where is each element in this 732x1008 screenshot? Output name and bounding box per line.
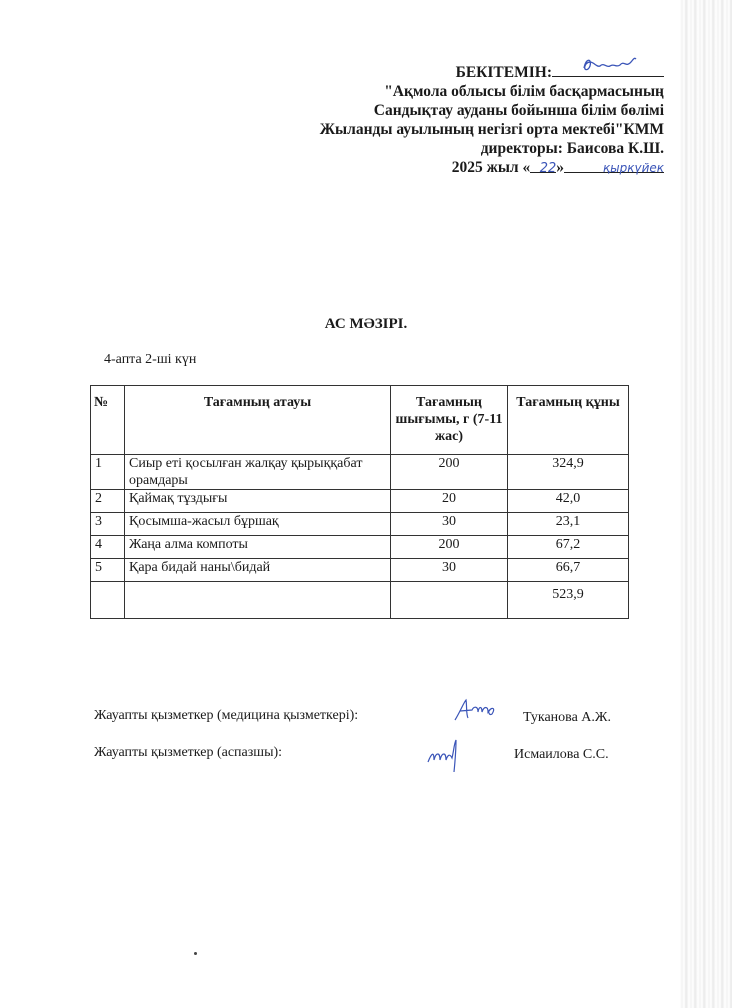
cook-signature (424, 738, 464, 774)
approval-label: БЕКІТЕМІН: (455, 64, 552, 81)
dish-name: Сиыр еті қосылған жалқау қырыққабат орамдары (125, 455, 391, 490)
total-empty-3 (391, 582, 508, 619)
director-signature-line (552, 62, 664, 77)
approval-heading (244, 62, 664, 82)
page-title: АС МӘЗІРІ. (324, 316, 408, 332)
table-row (91, 455, 629, 490)
date-month-field (564, 158, 664, 173)
week-day-label: 4-апта 2-ші күн (104, 352, 197, 367)
scan-speck (194, 952, 197, 955)
date-mid: » (556, 159, 564, 176)
dish-output: 200 (391, 536, 508, 559)
row-number: 3 (91, 513, 125, 536)
dish-output: 30 (391, 559, 508, 582)
approval-date (244, 158, 664, 177)
dish-name: Қосымша-жасыл бұршақ (125, 513, 391, 536)
approval-line-1: "Ақмола облысы білім басқармасының (384, 83, 664, 100)
dish-output: 20 (391, 490, 508, 513)
header-dish-name: Тағамның атауы (125, 386, 391, 455)
table-row (91, 513, 629, 536)
table-total-row (91, 582, 629, 619)
dish-price: 66,7 (508, 559, 629, 582)
responsible-medic-name: Туканова А.Ж. (523, 710, 611, 725)
date-day-field (530, 158, 557, 176)
responsible-cook-name: Исмаилова С.С. (514, 747, 609, 762)
header-output: Тағамның шығымы, г (7-11 жас) (391, 386, 508, 455)
approval-line-3: Жыланды ауылының негізгі орта мектебі"КММ (319, 121, 664, 138)
director-signature (552, 54, 664, 76)
total-empty-1 (91, 582, 125, 619)
menu-table (90, 385, 629, 619)
scan-edge (680, 0, 732, 1008)
row-number: 1 (91, 455, 125, 490)
date-month: қыркүйек (602, 161, 664, 175)
responsible-cook-label: Жауапты қызметкер (аспазшы): (94, 745, 283, 760)
header-number: № (91, 386, 125, 455)
row-number: 5 (91, 559, 125, 582)
dish-price: 324,9 (508, 455, 629, 490)
dish-price: 67,2 (508, 536, 629, 559)
table-row (91, 536, 629, 559)
table-row (91, 559, 629, 582)
dish-price: 42,0 (508, 490, 629, 513)
total-price: 523,9 (508, 582, 629, 619)
medic-signature (452, 698, 498, 724)
approval-line-4: директоры: Баисова К.Ш. (480, 140, 664, 157)
approval-block (244, 62, 664, 177)
total-empty-2 (125, 582, 391, 619)
dish-name: Жаңа алма компоты (125, 536, 391, 559)
approval-line-2: Сандықтау ауданы бойынша білім бөлімі (373, 102, 664, 119)
dish-output: 30 (391, 513, 508, 536)
date-prefix: 2025 жыл « (451, 159, 531, 176)
dish-name: Қаймақ тұздығы (125, 490, 391, 513)
dish-output: 200 (391, 455, 508, 490)
dish-name: Қара бидай наны\бидай (125, 559, 391, 582)
row-number: 2 (91, 490, 125, 513)
date-day: 22 (539, 161, 557, 176)
dish-price: 23,1 (508, 513, 629, 536)
responsible-medic-label: Жауапты қызметкер (медицина қызметкері): (94, 708, 359, 723)
row-number: 4 (91, 536, 125, 559)
header-price: Тағамның құны (508, 386, 629, 455)
table-header-row (91, 386, 629, 455)
table-row (91, 490, 629, 513)
